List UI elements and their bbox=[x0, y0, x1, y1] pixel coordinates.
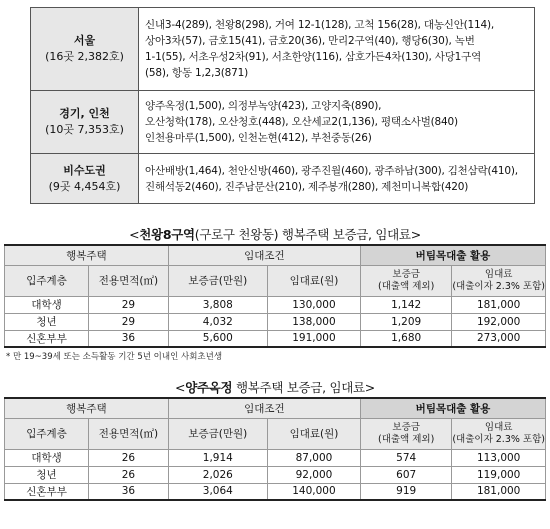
region-count: (9곳 4,454호) bbox=[48, 179, 121, 193]
region-name: 경기, 인천 bbox=[59, 107, 110, 120]
table-row: 신혼부부 36 3,064 140,000 919 181,000 bbox=[5, 483, 546, 500]
table-row: 대학생 26 1,914 87,000 574 113,000 bbox=[5, 449, 546, 466]
section-title-yangju: <양주옥정 행복주택 보증금, 임대료> bbox=[175, 380, 375, 395]
site-line: 상아3차(57), 금호15(41), 금호20(36), 만리2구역(40), 행당6(30), 녹번 bbox=[145, 35, 475, 47]
site-line: 인천용마루(1,500), 인천논현(412), 부천중동(26) bbox=[145, 132, 372, 144]
header-happy-housing: 행복주택 bbox=[5, 398, 169, 418]
site-line: 1-1(55), 서초우성2차(91), 서초한양(116), 삼호가든4차(130), 사당1구역 bbox=[145, 51, 482, 63]
header-deposit: 보증금(만원) bbox=[168, 265, 267, 296]
region-list-table bbox=[30, 7, 535, 204]
table-row: 청년 26 2,026 92,000 607 119,000 bbox=[5, 466, 546, 483]
region-name-cell bbox=[31, 8, 139, 91]
table-header-row bbox=[5, 245, 546, 265]
site-line: 양주옥정(1,500), 의정부녹양(423), 고양지축(890), bbox=[145, 100, 382, 112]
site-line: 오산청학(178), 오산청호(448), 오산세교2(1,136), 평택소사벌(840) bbox=[145, 116, 458, 128]
region-site-list bbox=[139, 154, 535, 204]
header-rental-terms: 임대조건 bbox=[168, 245, 360, 265]
rent-table-yangju bbox=[4, 397, 546, 501]
region-row-non-capital bbox=[31, 154, 535, 204]
header-tenant-class: 입주계층 bbox=[5, 265, 89, 296]
header-happy-housing: 행복주택 bbox=[5, 245, 169, 265]
header-loan-rent: 임대료 (대출이자 2.3% 포함) bbox=[452, 418, 546, 449]
header-area: 전용면적(㎡) bbox=[89, 418, 169, 449]
site-line: 아산배방(1,464), 천안신방(460), 광주진월(460), 광주하남(300), 김천삼락(410), bbox=[145, 164, 518, 177]
region-name-cell bbox=[31, 154, 139, 204]
table-row: 신혼부부 36 5,600 191,000 1,680 273,000 bbox=[5, 330, 546, 347]
header-deposit: 보증금(만원) bbox=[168, 418, 267, 449]
region-row-seoul bbox=[31, 8, 535, 91]
header-loan: 버팀목대출 활용 bbox=[361, 398, 546, 418]
region-name: 비수도권 bbox=[63, 163, 106, 177]
header-rent: 임대료(원) bbox=[267, 418, 360, 449]
table-subheader-row bbox=[5, 265, 546, 296]
region-name: 서울 bbox=[73, 34, 96, 47]
header-rental-terms: 임대조건 bbox=[168, 398, 360, 418]
site-line: 신내3-4(289), 천왕8(298), 거여 12-1(128), 고척 156(28), 대농신안(114), bbox=[145, 19, 495, 31]
header-loan: 버팀목대출 활용 bbox=[361, 245, 546, 265]
site-line: 진해석동2(460), 진주남문산(210), 제주봉개(280), 제천미니복합(420) bbox=[145, 180, 469, 193]
region-count: (16곳 2,382호) bbox=[45, 50, 124, 63]
table-row: 대학생 29 3,808 130,000 1,142 181,000 bbox=[5, 296, 546, 313]
region-count: (10곳 7,353호) bbox=[45, 123, 124, 136]
header-loan-deposit: 보증금 (대출액 제외) bbox=[361, 418, 452, 449]
table-subheader-row bbox=[5, 418, 546, 449]
rent-table-cheonwang bbox=[4, 244, 546, 348]
header-area: 전용면적(㎡) bbox=[89, 265, 169, 296]
table-header-row bbox=[5, 398, 546, 418]
region-name-cell bbox=[31, 91, 139, 154]
site-line: (58), 항동 1,2,3(871) bbox=[145, 67, 249, 79]
header-loan-rent: 임대료 (대출이자 2.3% 포함) bbox=[452, 265, 546, 296]
footnote: * 만 19~39세 또는 소득활동 기간 5년 이내인 사회초년생 bbox=[6, 352, 223, 362]
header-rent: 임대료(원) bbox=[267, 265, 360, 296]
header-tenant-class: 입주계층 bbox=[5, 418, 89, 449]
region-row-gyeonggi-incheon bbox=[31, 91, 535, 154]
section-title-cheonwang: <천왕8구역(구로구 천왕동) 행복주택 보증금, 임대료> bbox=[129, 227, 421, 242]
header-loan-deposit: 보증금 (대출액 제외) bbox=[361, 265, 452, 296]
region-site-list bbox=[139, 91, 535, 154]
table-row: 청년 29 4,032 138,000 1,209 192,000 bbox=[5, 313, 546, 330]
region-site-list bbox=[139, 8, 535, 91]
